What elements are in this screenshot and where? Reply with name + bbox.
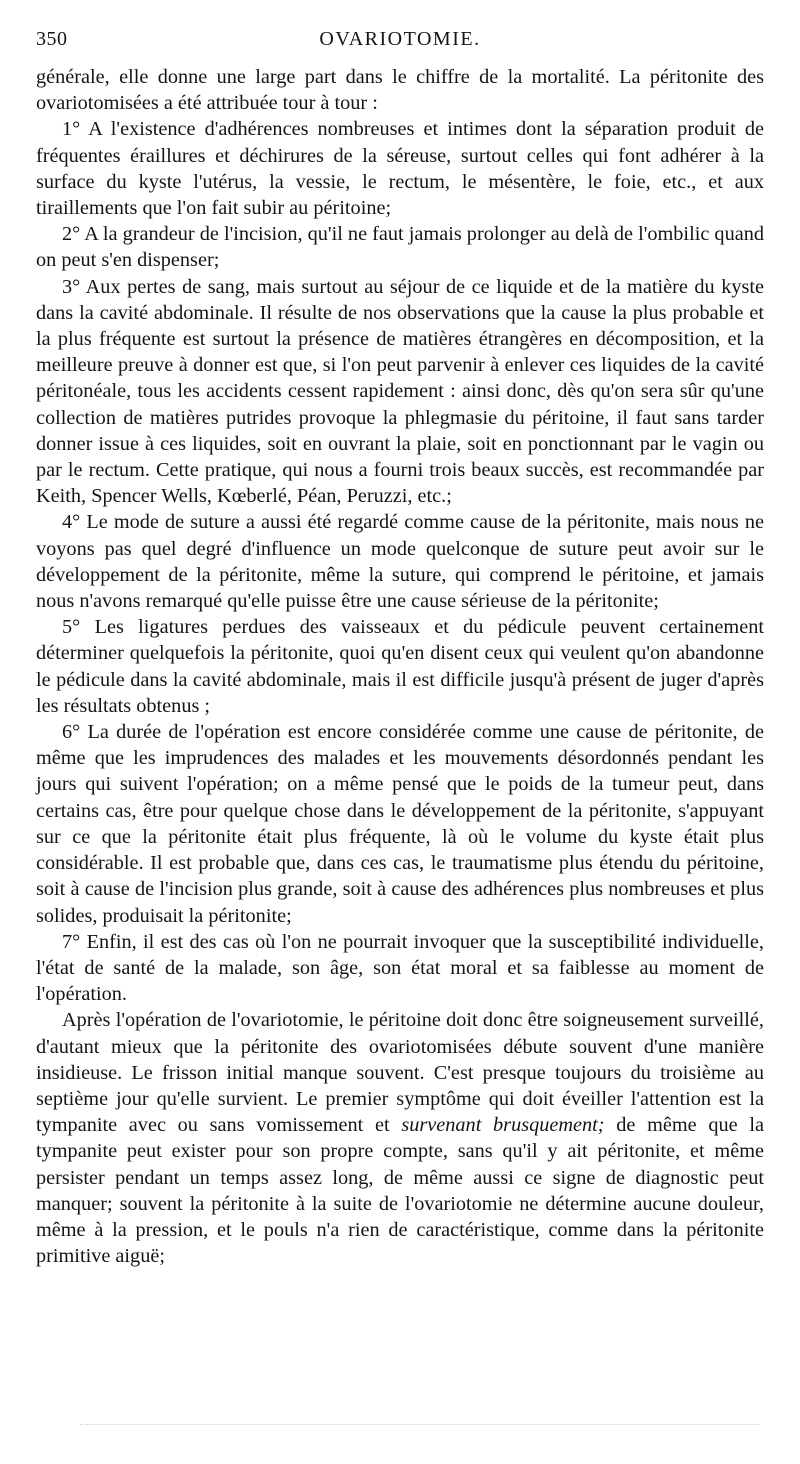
paragraph: 3° Aux pertes de sang, mais surtout au séjour de ce liquide et de la matière du kyste dans la cavité abdominale. Il résulte de nos observations que la cause la plus probable et la plus fréquente est surtout la présence de matières étrangères en décomposition, et la meilleure preuve à donner est que, si l'on peut parvenir à enlever ces liquides de la cavité péritonéale, tous les accidents cessent rapidement : ainsi donc, dès qu'on sera sûr qu'une collection de matières putrides provoque la phlegmasie du péritoine, il faut sans tarder donner issue à ces liquides, soit en ouvrant la plaie, soit en ponctionnant par le vagin ou par le rectum. Cette pratique, qui nous a fourni trois beaux succès, est recommandée par Keith, Spencer Wells, Kœberlé, Péan, Peruzzi, etc.; <box>36 275 764 508</box>
paragraph: générale, elle donne une large part dans le chiffre de la mortalité. La péritonite des ovariotomisées a été attribuée tour à tour : <box>36 66 764 115</box>
paragraph <box>36 1007 764 1269</box>
page-number: 350 <box>36 28 68 50</box>
paragraph: 2° A la grandeur de l'incision, qu'il ne faut jamais prolonger au delà de l'ombilic quand on peut s'en dispenser; <box>36 223 764 272</box>
text-segment: de même que la tympanite peut exister pour son propre compte, sans qu'il y ait péritonite, et même persister pendant un temps assez long, de même aussi ce signe de diagnostic peut manquer; souvent la péritonite à la suite de l'ovariotomie ne détermine aucune douleur, même à la pression, et le pouls n'a rien de caractéristique, comme dans la péritonite primitive aiguë; <box>36 1114 764 1268</box>
paragraph: 7° Enfin, il est des cas où l'on ne pourrait invoquer que la susceptibilité individuelle, l'état de santé de la malade, son âge, son état moral et sa faiblesse au moment de l'opération. <box>36 930 764 1006</box>
body-text <box>36 64 764 1269</box>
page-header <box>36 28 764 56</box>
paragraph: 6° La durée de l'opération est encore considérée comme une cause de péritonite, de même que les imprudences des malades et les mouvements désordonnés pendant les jours qui suivent l'opération; on a même pensé que le poids de la tumeur peut, dans certains cas, être pour quelque chose dans le développement de la péritonite, s'appuyant sur ce que la péritonite était plus fréquente, là où le volume du kyste était plus considérable. Il est probable que, dans ces cas, le traumatisme plus étendu du péritoine, soit à cause de l'incision plus grande, soit à cause des adhérences plus nombreuses et plus solides, produisait la péritonite; <box>36 721 764 927</box>
paragraph: 4° Le mode de suture a aussi été regardé comme cause de la péritonite, mais nous ne voyons pas quel degré d'influence un mode quelconque de suture peut avoir sur le développement de la péritonite, même la suture, qui comprend le péritoine, et jamais nous n'avons remarqué qu'elle puisse être une cause sérieuse de la péritonite; <box>36 511 764 613</box>
paragraph: 1° A l'existence d'adhérences nombreuses et intimes dont la séparation produit de fréquentes éraillures et déchirures de la séreuse, surtout celles qui font adhérer à la surface du kyste l'utérus, la vessie, le rectum, le mésentère, le foie, etc., et aux tiraillements que l'on fait subir au péritoine; <box>36 118 764 220</box>
italic-text: survenant brusquement; <box>401 1114 605 1137</box>
paragraph: 5° Les ligatures perdues des vaisseaux et du pédicule peuvent certainement déterminer quelquefois la péritonite, quoi qu'en disent ceux qui veulent qu'on abandonne le pédicule dans la cavité abdominale, mais il est difficile jusqu'à présent de juger d'après les résultats obtenus ; <box>36 616 764 717</box>
running-title: OVARIOTOMIE. <box>319 28 481 50</box>
page-bottom-marks <box>80 1424 760 1433</box>
text-segment: Après l'opération de l'ovariotomie, le péritoine doit donc être soigneusement surveillé, d'autant mieux que la péritonite des ovariotomisées débute souvent d'une manière insidieuse. Le frisson initial manque souvent. C'est presque toujours du troisième au septième jour qu'elle survient. Le premier symptôme qui doit éveiller l'attention est la tympanite avec ou sans vomissement et <box>36 1009 764 1137</box>
